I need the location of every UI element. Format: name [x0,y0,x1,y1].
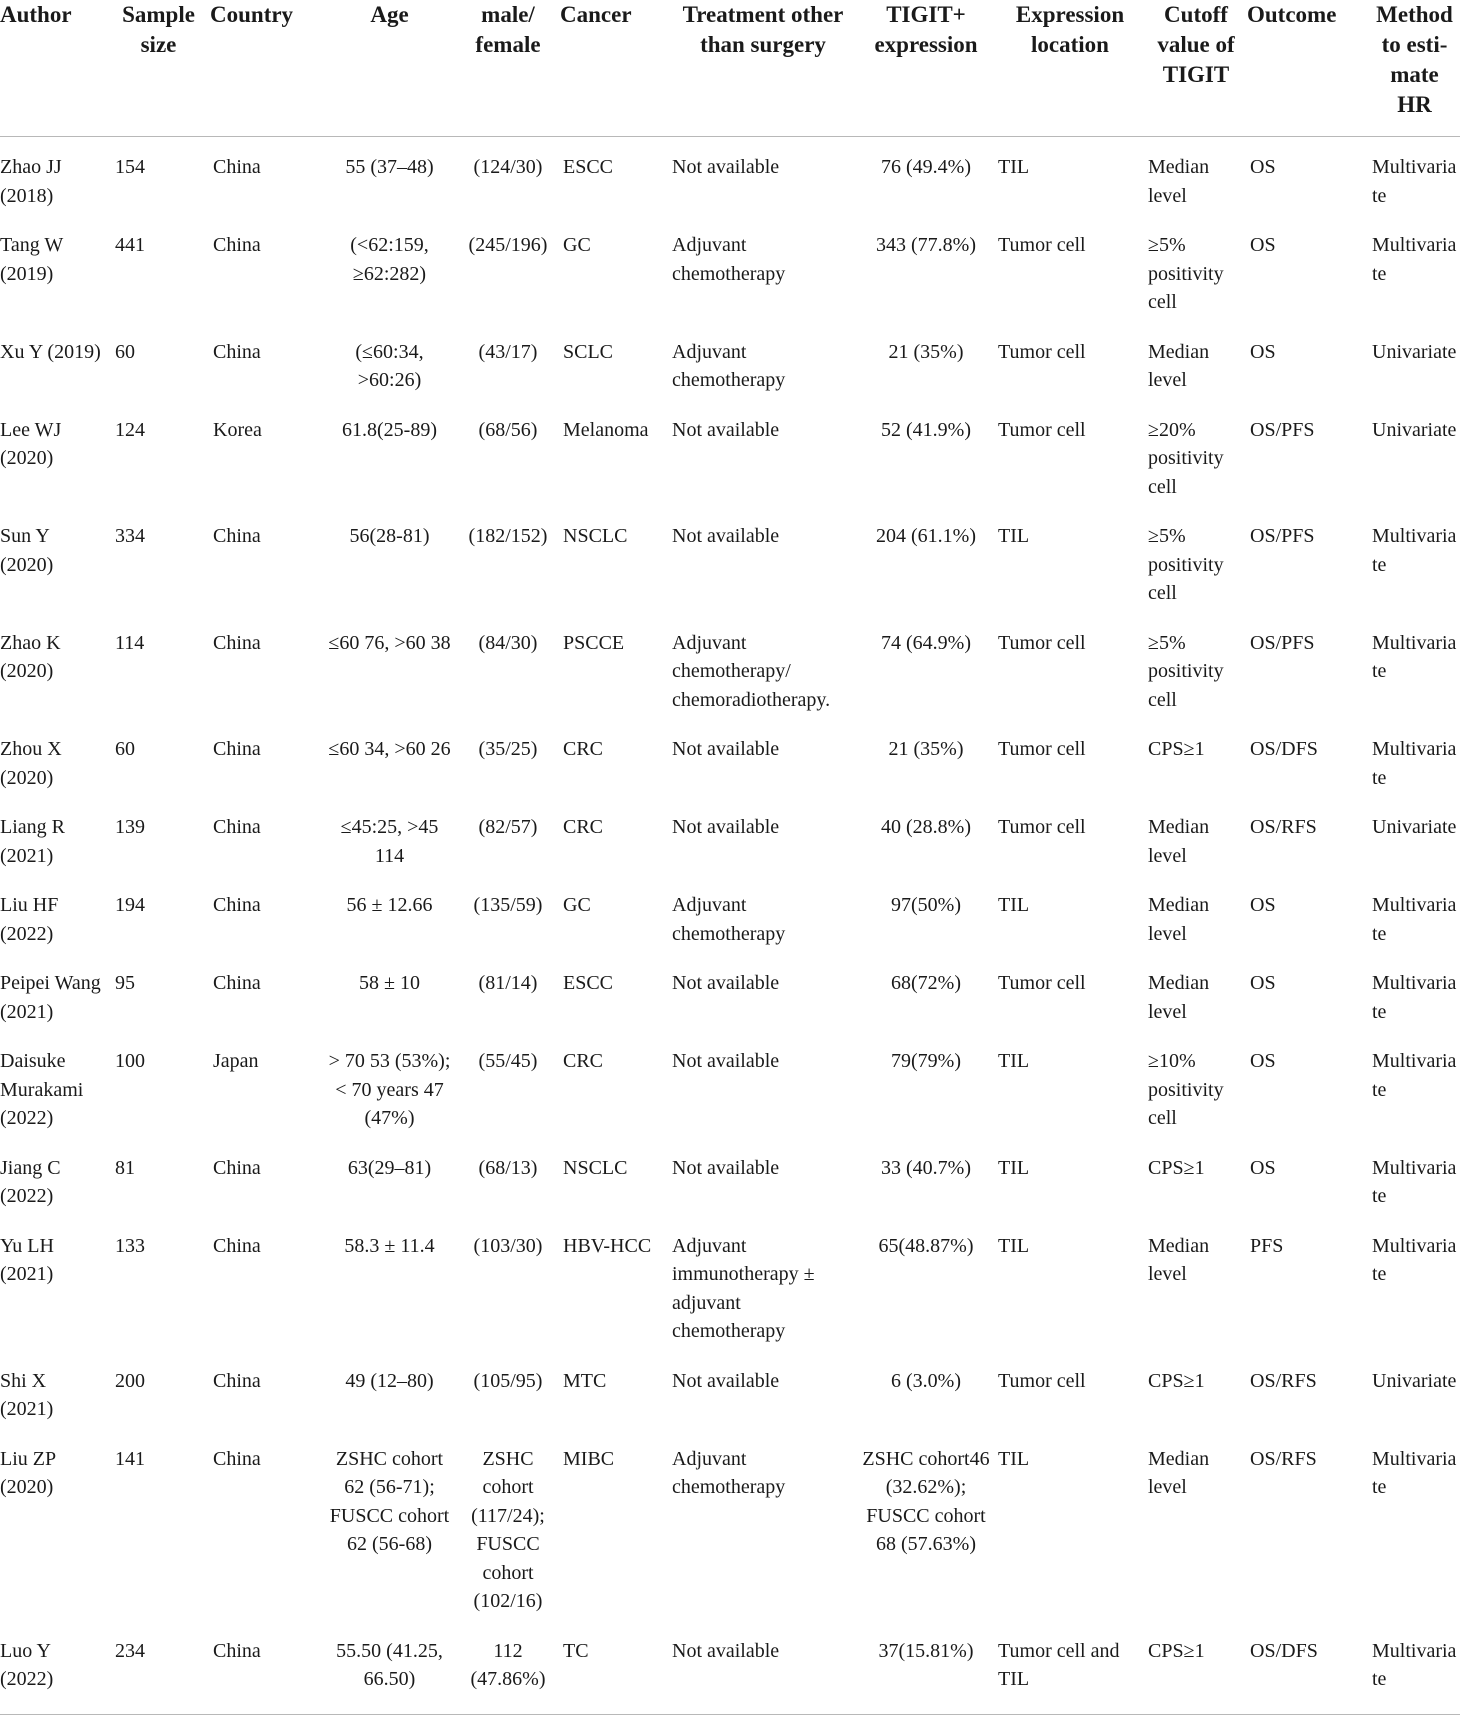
cell-outcome: OS/DFS [1250,738,1318,760]
cell-outcome: OS/RFS [1250,816,1317,838]
cell-cancer: GC [563,894,591,916]
table-row [0,506,1460,613]
cell-outcome: OS/PFS [1250,631,1315,654]
cell-cutoff-value: CPS≥1 [1148,738,1205,760]
cell-sample-size: 133 [115,1234,145,1257]
cell-age: 56(28-81) [349,525,430,547]
cell-outcome: OS [1250,156,1276,178]
cell-sample-size: 81 [115,1156,135,1179]
cell-outcome: OS [1250,972,1276,994]
cell-male-female: (55/45) [478,1050,538,1072]
cell-method: Multivariate [1372,1050,1457,1101]
cell-cancer: CRC [563,816,604,838]
cell-tigit-expression: 21 (35%) [888,738,964,760]
cell-treatment: Not available [672,972,780,994]
cell-expression-location: TIL [998,1234,1030,1257]
cell-expression-location: Tumor cell [998,972,1086,994]
cell-country: China [213,816,261,838]
cell-cancer: HBV-HCC [563,1234,652,1257]
cell-cutoff-value: Median level [1148,1447,1210,1498]
cell-age: ≤60 34, >60 26 [328,738,451,760]
cell-expression-location: TIL [998,1156,1030,1179]
cell-expression-location: TIL [998,525,1030,547]
cell-country: China [213,1234,261,1257]
table-header-row [0,0,1460,137]
table-row [0,1429,1460,1621]
cell-author: Yu LH (2021) [0,1234,54,1285]
cell-author: Liang R (2021) [0,816,65,867]
cell-author: Sun Y (2020) [0,525,54,576]
cell-method: Multivariate [1372,234,1457,285]
cell-sample-size: 441 [115,234,145,256]
cell-country: China [213,631,261,654]
cell-age: 55.50 (41.25, 66.50) [336,1639,443,1690]
cell-author: Daisuke Murakami (2022) [0,1050,84,1129]
cell-tigit-expression: 6 (3.0%) [891,1369,961,1392]
cell-method: Multivariate [1372,1447,1457,1498]
cell-male-female: (68/56) [478,418,538,441]
cell-outcome: OS/RFS [1250,1369,1317,1392]
cell-tigit-expression: 33 (40.7%) [881,1156,971,1179]
cell-treatment: Not available [672,1639,780,1662]
cell-cutoff-value: Median level [1148,1234,1210,1285]
cell-cutoff-value: ≥5% positivity cell [1148,631,1224,711]
cell-tigit-expression: 79(79%) [891,1050,961,1072]
cell-age: 58.3 ± 11.4 [344,1234,435,1257]
cell-country: China [213,525,261,547]
table-row [0,719,1460,797]
cell-tigit-expression: ZSHC cohort46 (32.62%); FUSCC cohort 68 (57.63%) [862,1447,990,1555]
cell-cutoff-value: ≥5% positivity cell [1148,234,1224,313]
cell-method: Multivariate [1372,972,1457,1023]
cell-method: Multivariate [1372,1234,1457,1285]
cell-age: (<62:159, ≥62:282) [350,234,429,285]
cell-outcome: OS/RFS [1250,1447,1317,1470]
cell-tigit-expression: 68(72%) [891,972,961,994]
cell-cancer: Melanoma [563,418,649,441]
cell-age: (≤60:34, >60:26) [355,340,424,391]
table-row [0,137,1460,216]
cell-author: Liu HF (2022) [0,894,59,945]
table-row [0,1138,1460,1216]
cell-sample-size: 139 [115,816,145,838]
cell-author: Xu Y (2019) [0,340,101,363]
cell-treatment: Not available [672,418,780,441]
cell-cancer: ESCC [563,972,614,994]
cell-method: Multivariate [1372,631,1457,682]
cell-sample-size: 124 [115,418,145,441]
cell-age: 56 ± 12.66 [346,894,433,916]
cell-method: Univariate [1372,816,1457,838]
cell-tigit-expression: 52 (41.9%) [881,418,971,441]
cell-author: Peipei Wang (2021) [0,972,101,1023]
cell-male-female: (35/25) [478,738,538,760]
cell-author: Zhao K (2020) [0,631,61,682]
cell-outcome: OS/PFS [1250,525,1315,547]
cell-cutoff-value: Median level [1148,156,1210,207]
cell-method: Multivariate [1372,1639,1457,1690]
cell-male-female: (68/13) [478,1156,538,1179]
cell-expression-location: Tumor cell [998,1369,1086,1392]
cell-method: Multivariate [1372,156,1457,207]
cell-country: China [213,738,261,760]
cell-method: Multivariate [1372,738,1457,789]
cell-tigit-expression: 74 (64.9%) [881,631,971,654]
cell-country: China [213,894,261,916]
cell-treatment: Adjuvant chemotherapy/ chemoradiotherapy. [672,631,831,711]
cell-outcome: OS [1250,894,1276,916]
cell-author: Lee WJ (2020) [0,418,62,469]
table-row [0,797,1460,875]
cell-method: Multivariate [1372,1156,1457,1207]
header-cutoff-value: Cutoff value of TIGIT [1145,0,1247,137]
cell-cancer: ESCC [563,156,614,178]
cell-cancer: TC [563,1639,589,1662]
cell-tigit-expression: 65(48.87%) [878,1234,974,1257]
cell-treatment: Adjuvant chemotherapy [672,340,786,391]
cell-treatment: Not available [672,816,780,838]
cell-cancer: CRC [563,738,604,760]
cell-country: China [213,1447,261,1470]
cell-expression-location: Tumor cell [998,340,1086,363]
cell-age: ZSHC cohort 62 (56-71); FUSCC cohort 62 (56-68) [329,1447,450,1555]
cell-age: 49 (12–80) [345,1369,434,1392]
cell-cancer: CRC [563,1050,604,1072]
cell-treatment: Not available [672,1156,780,1179]
cell-cutoff-value: Median level [1148,340,1210,391]
cell-tigit-expression: 204 (61.1%) [876,525,976,547]
cell-male-female: (82/57) [478,816,538,838]
cell-author: Shi X (2021) [0,1369,54,1420]
cell-treatment: Adjuvant chemotherapy [672,894,786,945]
header-sample-size: Sample size [107,0,210,137]
cell-cancer: GC [563,234,591,256]
cell-outcome: OS [1250,1156,1276,1179]
cell-author: Luo Y (2022) [0,1639,54,1690]
cell-country: China [213,234,261,256]
cell-cancer: NSCLC [563,1156,628,1179]
cell-cutoff-value: CPS≥1 [1148,1639,1205,1662]
header-country: Country [210,0,323,137]
table-row [0,1621,1460,1714]
cell-sample-size: 114 [115,631,145,654]
cell-author: Zhou X (2020) [0,738,62,789]
cell-method: Univariate [1372,418,1457,441]
cell-cutoff-value: Median level [1148,972,1210,1023]
header-method: Method to esti-mate HR [1369,0,1460,137]
cell-cutoff-value: Median level [1148,894,1210,945]
header-outcome: Outcome [1247,0,1369,137]
cell-expression-location: Tumor cell [998,234,1086,256]
cell-cutoff-value: ≥10% positivity cell [1148,1050,1224,1129]
cell-expression-location: Tumor cell [998,738,1086,760]
cell-outcome: OS [1250,340,1276,363]
cell-country: China [213,156,261,178]
cell-age: > 70 53 (53%); < 70 years 47 (47%) [328,1050,451,1129]
cell-expression-location: Tumor cell [998,816,1086,838]
cell-treatment: Not available [672,738,780,760]
cell-cancer: PSCCE [563,631,625,654]
cell-expression-location: Tumor cell [998,418,1086,441]
cell-country: China [213,1156,261,1179]
cell-sample-size: 234 [115,1639,145,1662]
cell-outcome: OS/PFS [1250,418,1315,441]
cell-author: Liu ZP (2020) [0,1447,56,1498]
cell-age: 63(29–81) [347,1156,432,1179]
header-expression-location: Expression location [995,0,1145,137]
cell-treatment: Adjuvant chemotherapy [672,234,786,285]
cell-method: Multivariate [1372,525,1457,576]
cell-male-female: (182/152) [468,525,548,547]
header-author: Author [0,0,107,137]
cell-treatment: Not available [672,156,780,178]
cell-male-female: (81/14) [478,972,538,994]
cell-age: 55 (37–48) [345,156,434,178]
cell-age: 61.8(25-89) [342,418,437,441]
cell-sample-size: 60 [115,340,135,363]
cell-outcome: OS [1250,1050,1276,1072]
header-male-female: male/ female [456,0,560,137]
cell-expression-location: TIL [998,1050,1030,1072]
cell-country: Korea [213,418,262,441]
cell-male-female: ZSHC cohort (117/24); FUSCC cohort (102/16) [471,1447,545,1612]
cell-sample-size: 194 [115,894,145,916]
header-treatment: Treatment other than surgery [669,0,857,137]
cell-cutoff-value: ≥5% positivity cell [1148,525,1224,604]
cell-male-female: (135/59) [473,894,543,916]
cell-expression-location: TIL [998,156,1030,178]
cell-sample-size: 95 [115,972,135,994]
cell-treatment: Adjuvant immunotherapy ± adjuvant chemotherapy [672,1234,815,1342]
table-row [0,400,1460,507]
cell-cancer: NSCLC [563,525,628,547]
header-tigit-expression: TIGIT+ expression [857,0,995,137]
cell-expression-location: Tumor cell [998,631,1086,654]
cell-outcome: PFS [1250,1234,1284,1257]
cell-tigit-expression: 97(50%) [891,894,961,916]
cell-sample-size: 334 [115,525,145,547]
cell-age: ≤60 76, >60 38 [328,631,451,654]
cell-male-female: (124/30) [473,156,543,178]
cell-cutoff-value: ≥20% positivity cell [1148,418,1224,498]
cell-male-female: (245/196) [468,234,548,256]
cell-sample-size: 200 [115,1369,145,1392]
cell-country: China [213,1369,261,1392]
table-row [0,215,1460,322]
table-row [0,875,1460,953]
table-body [0,137,1460,1714]
cell-sample-size: 100 [115,1050,145,1072]
cell-treatment: Not available [672,1369,780,1392]
cell-sample-size: 154 [115,156,145,178]
cell-country: China [213,972,261,994]
cell-expression-location: Tumor cell and TIL [998,1639,1120,1690]
cell-treatment: Adjuvant chemotherapy [672,1447,786,1498]
cell-author: Jiang C (2022) [0,1156,61,1207]
cell-method: Univariate [1372,340,1457,363]
cell-cutoff-value: CPS≥1 [1148,1369,1205,1392]
cell-male-female: (103/30) [473,1234,543,1257]
table-row [0,1216,1460,1351]
cell-outcome: OS/DFS [1250,1639,1318,1662]
cell-tigit-expression: 40 (28.8%) [881,816,971,838]
cell-tigit-expression: 37(15.81%) [878,1639,974,1662]
cell-male-female: 112 (47.86%) [470,1639,546,1690]
header-age: Age [323,0,456,137]
cell-cutoff-value: CPS≥1 [1148,1156,1205,1179]
cell-male-female: (84/30) [478,631,538,654]
cell-tigit-expression: 343 (77.8%) [876,234,976,256]
cell-sample-size: 141 [115,1447,145,1470]
header-cancer: Cancer [560,0,669,137]
cell-country: Japan [213,1050,259,1072]
table-row [0,613,1460,720]
cell-outcome: OS [1250,234,1276,256]
cell-age: 58 ± 10 [359,972,420,994]
cell-method: Univariate [1372,1369,1457,1392]
cell-male-female: (43/17) [478,340,538,363]
cell-author: Zhao JJ (2018) [0,156,62,207]
cell-male-female: (105/95) [473,1369,543,1392]
table-row [0,322,1460,400]
cell-age: ≤45:25, >45 114 [340,816,439,867]
cell-cancer: SCLC [563,340,614,363]
table-row [0,953,1460,1031]
cell-tigit-expression: 21 (35%) [888,340,964,363]
cell-treatment: Not available [672,525,780,547]
cell-cancer: MTC [563,1369,607,1392]
cell-author: Tang W (2019) [0,234,63,285]
cell-country: China [213,1639,261,1662]
table-row [0,1351,1460,1429]
cell-tigit-expression: 76 (49.4%) [881,156,971,178]
cell-treatment: Not available [672,1050,780,1072]
cell-cancer: MIBC [563,1447,615,1470]
cell-country: China [213,340,261,363]
cell-method: Multivariate [1372,894,1457,945]
cell-expression-location: TIL [998,1447,1030,1470]
cell-expression-location: TIL [998,894,1030,916]
cell-cutoff-value: Median level [1148,816,1210,867]
table-row [0,1031,1460,1138]
cell-sample-size: 60 [115,738,135,760]
table-bottom-rule [0,1714,1460,1715]
